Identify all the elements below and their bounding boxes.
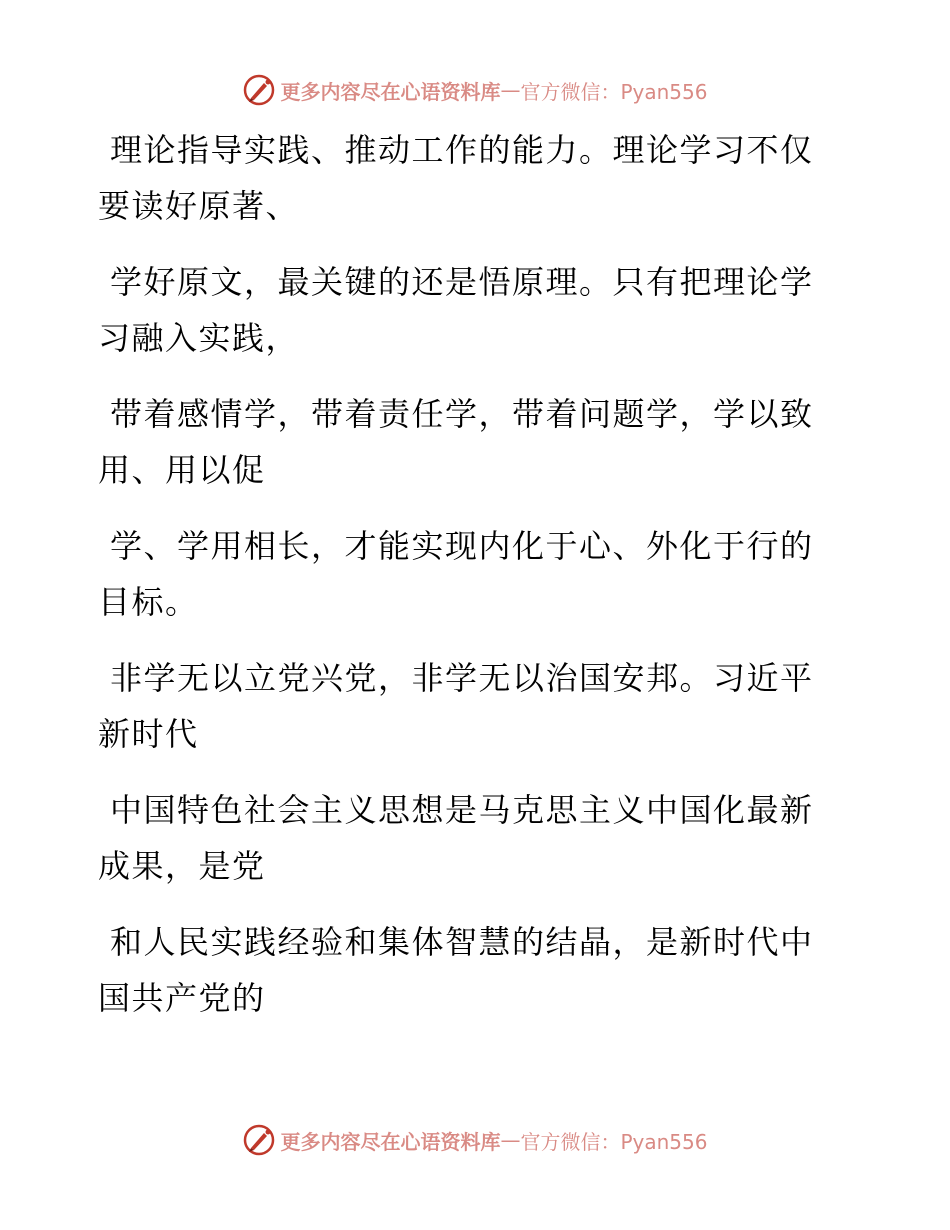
paragraph-2: 学好原文，最关键的还是悟原理。只有把理论学习融入实践， <box>98 263 814 357</box>
footer-dash: — <box>500 1128 521 1152</box>
header-dash: — <box>500 78 521 102</box>
document-body <box>98 122 838 1046</box>
header-wechat-text: 官方微信：Pyan556 <box>520 79 708 104</box>
pen-logo-icon <box>242 1123 276 1157</box>
paragraph-7: 和人民实践经验和集体智慧的结晶，是新时代中国共产党的 <box>98 923 814 1017</box>
footer-site-text: 更多内容尽在心语资料库 <box>280 1129 501 1154</box>
pen-logo-icon <box>242 73 276 107</box>
header-banner <box>0 70 950 110</box>
footer-banner <box>0 1120 950 1160</box>
paragraph-1: 理论指导实践、推动工作的能力。理论学习不仅要读好原著、 <box>98 131 814 225</box>
paragraph-5: 非学无以立党兴党，非学无以治国安邦。习近平新时代 <box>98 659 814 753</box>
header-site-text: 更多内容尽在心语资料库 <box>280 79 501 104</box>
paragraph-4: 学、学用相长，才能实现内化于心、外化于行的目标。 <box>98 527 814 621</box>
paragraph-3: 带着感情学，带着责任学，带着问题学，学以致用、用以促 <box>98 395 814 489</box>
paragraph-6: 中国特色社会主义思想是马克思主义中国化最新成果，是党 <box>98 791 814 885</box>
footer-wechat-text: 官方微信：Pyan556 <box>520 1129 708 1154</box>
